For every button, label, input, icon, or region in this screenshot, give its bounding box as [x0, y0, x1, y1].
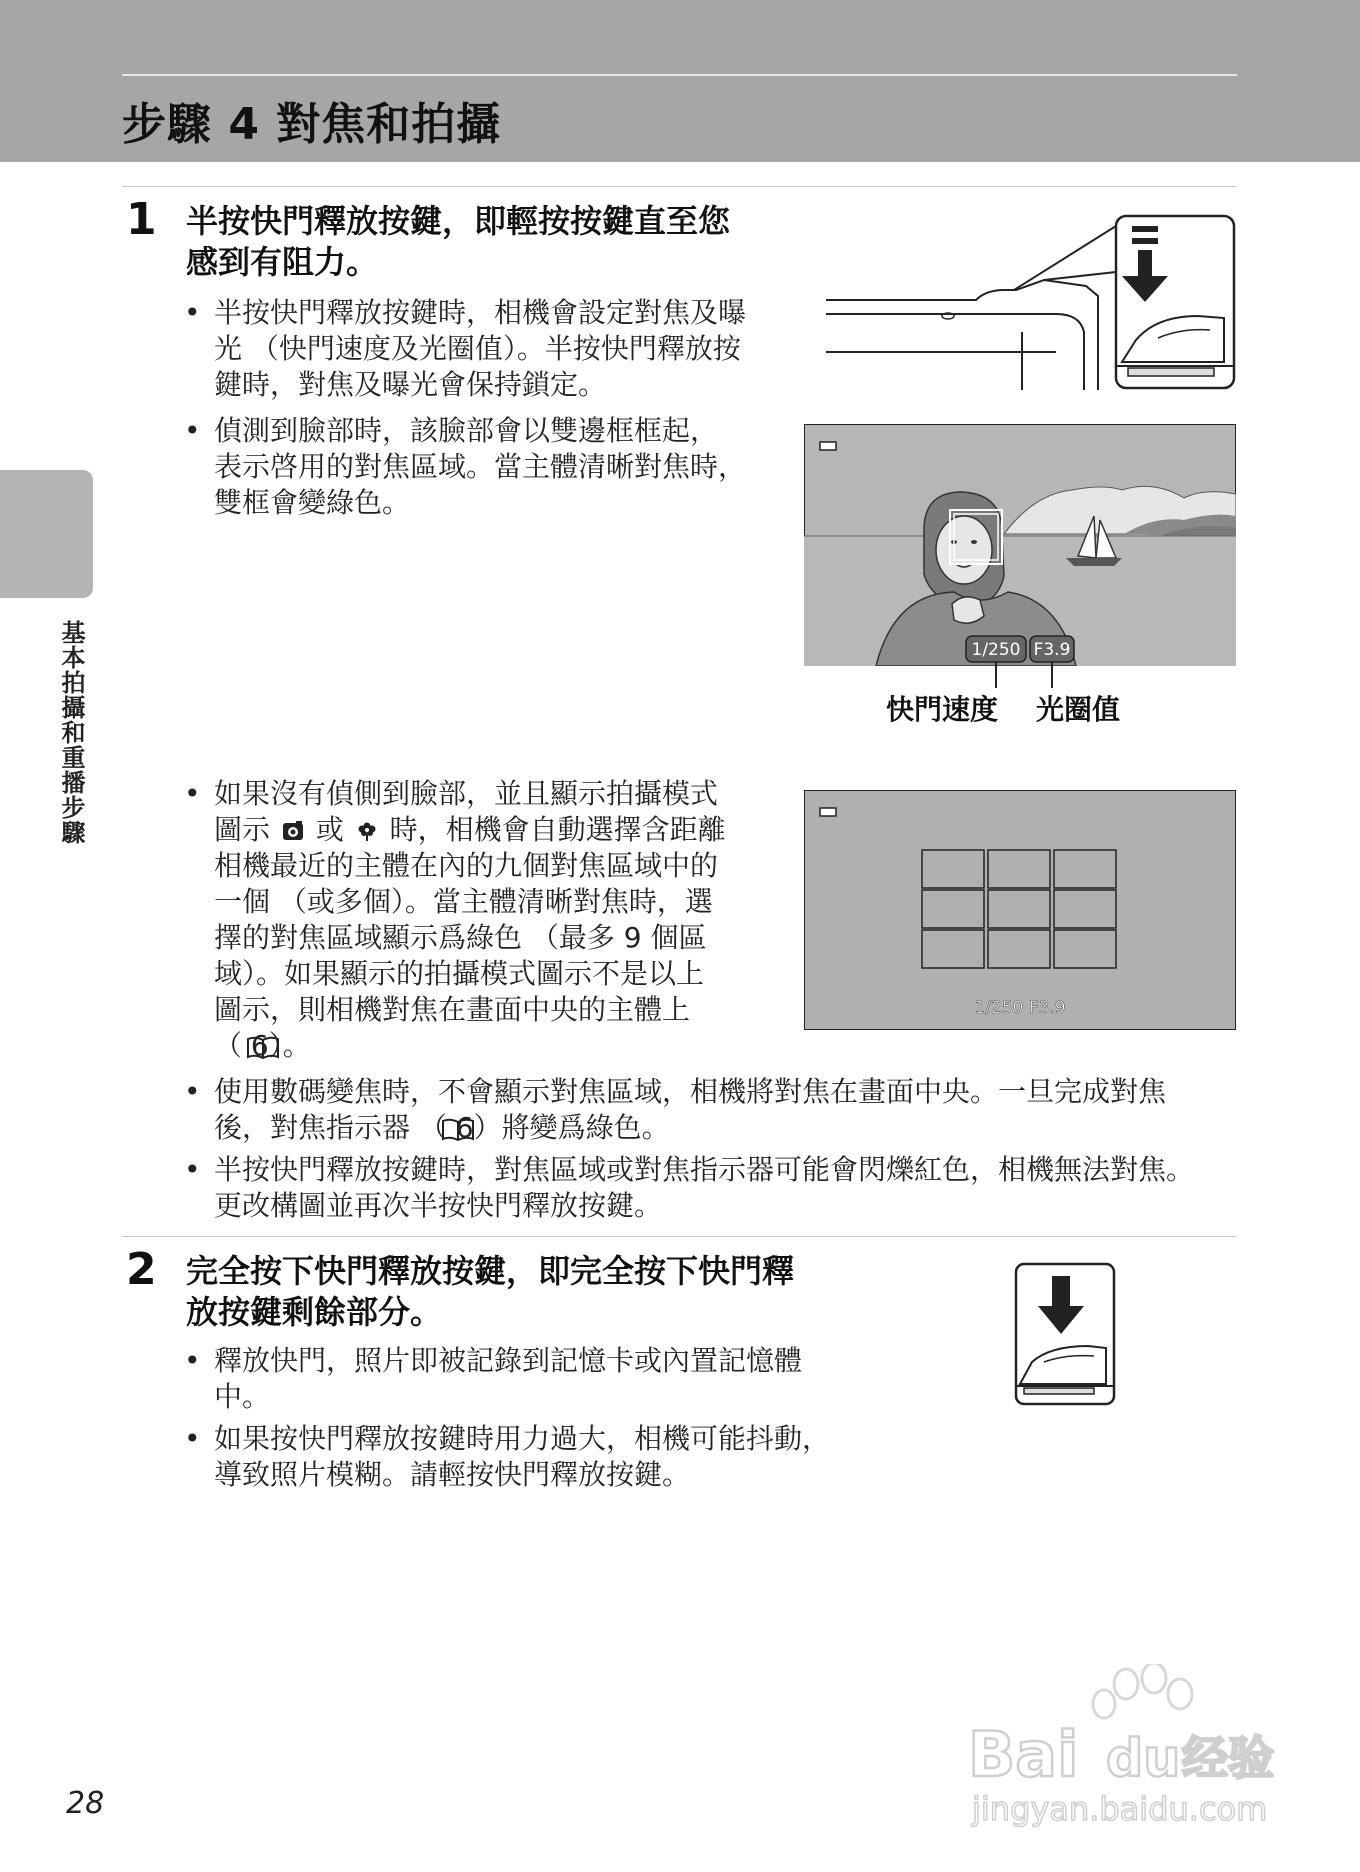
step-2-title: 完全按下快門釋放按鍵，即完全按下快門釋 放按鍵剩餘部分。 [186, 1252, 795, 1331]
step-2-bullet-1: • 釋放快門，照片即被記錄到記憶卡或內置記憶體 中。 [182, 1343, 802, 1415]
step-1-bullet-2: • 偵測到臉部時，該臉部會以雙邊框框起， 表示啓用的對焦區域。當主體清晰對焦時， 雙框會變綠色。 [182, 413, 746, 521]
auto-mode-icon [282, 820, 304, 842]
battery-icon [820, 808, 836, 816]
macro-flower-icon [356, 820, 378, 842]
battery-icon [820, 442, 836, 450]
divider [122, 186, 1237, 187]
aperture-readout: F3.9 [1033, 640, 1071, 660]
step-1-bullet-4: • 使用數碼變焦時，不會顯示對焦區域，相機將對焦在畫面中央。一旦完成對焦 後，對焦指示器 （ 6）將變爲綠色。 [182, 1074, 1166, 1146]
watermark-brand: Bai [968, 1718, 1079, 1791]
step-1-bullet-1: • 半按快門釋放按鍵時，相機會設定對焦及曝 光 （快門速度及光圈值）。半按快門釋放按 鍵時，對焦及曝光會保持鎖定。 [182, 295, 746, 403]
step-1-bullet-5: • 半按快門釋放按鍵時，對焦區域或對焦指示器可能會閃爍紅色，相機無法對焦。 更改構圖並再次半按快門釋放按鍵。 [182, 1152, 1194, 1224]
header-rule [122, 74, 1237, 76]
full-press-diagram [1014, 1262, 1116, 1406]
shutter-readout: 1/250 [971, 640, 1021, 660]
chapter-label: 基本拍攝和重播步驟 [57, 620, 85, 845]
camera-half-press-diagram [826, 212, 1236, 390]
caption-aperture: 光圈值 [1036, 693, 1121, 726]
baidu-watermark [958, 1664, 1288, 1834]
caption-shutter-speed: 快門速度 [886, 693, 999, 726]
step-2-number: 2 [126, 1244, 157, 1295]
step-2-bullet-2: • 如果按快門釋放按鍵時用力過大，相機可能抖動， 導致照片模糊。請輕按快門釋放按鍵。 [182, 1421, 830, 1493]
book-reference-icon [441, 1118, 475, 1142]
leader-line [995, 666, 997, 688]
focus-area-screen [804, 790, 1236, 1030]
step-1-number: 1 [126, 194, 157, 245]
exposure-readout: 1/250 F3.9 [974, 998, 1066, 1018]
watermark-brand-2: du [1106, 1729, 1181, 1789]
step-1-title: 半按快門釋放按鍵，即輕按按鍵直至您 感到有阻力。 [186, 202, 731, 281]
face-detection-screen [804, 424, 1236, 666]
step-1-bullet-3: • 如果沒有偵側到臉部，並且顯示拍攝模式 圖示 或 時，相機會自動選擇含距離 相機最近的主體在內的九個對焦區域中的 一個 （或多個）。當主體清晰對焦時，選 擇的對焦區域顯示爲綠色 （最多 9 個區 域）。如果顯示的拍攝模式圖示不是以上 圖示，則相機對焦在畫面中央的主體上 （ 6）。 [182, 776, 726, 1064]
leader-line [1051, 666, 1053, 688]
page-title: 步驟 4 對焦和拍攝 [122, 99, 502, 150]
chapter-tab [0, 470, 93, 598]
book-reference-icon [246, 1036, 280, 1060]
paw-icon [1093, 1664, 1192, 1718]
watermark-cn: 经验 [1182, 1731, 1274, 1785]
divider [122, 1236, 1237, 1237]
page-number: 28 [66, 1786, 105, 1821]
watermark-url: jingyan.baidu.com [972, 1790, 1268, 1828]
